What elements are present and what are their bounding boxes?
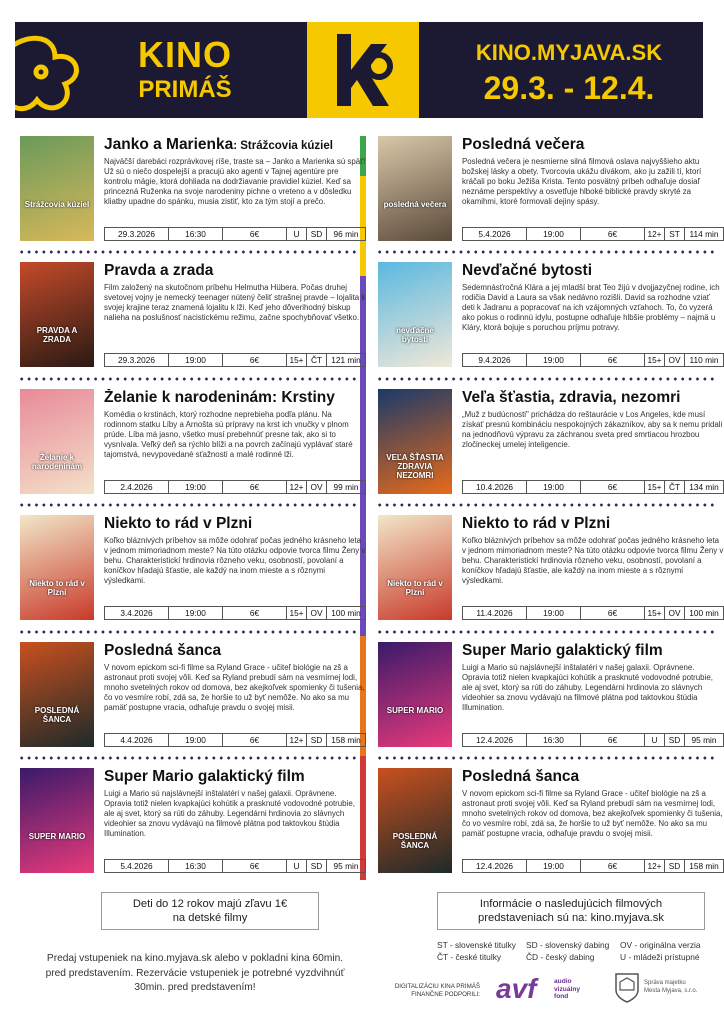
ticket-price: 6€ [223, 734, 287, 746]
movie-title [462, 642, 724, 661]
digitalization-support-text: DIGITALIZÁCIU KINA PRIMÁŠ FINANČNE PODPORILI: [394, 983, 480, 998]
age-rating: 15+ [287, 607, 307, 619]
movie-title-main: Nevďačné bytosti [462, 262, 593, 279]
movie-poster [378, 389, 452, 494]
legend-dubbing: SD - slovenský dabing ČD - český dabing [526, 940, 610, 962]
screening-info [462, 480, 724, 494]
screening-info [104, 353, 366, 367]
movie-title [104, 768, 366, 787]
movie-entry [20, 642, 365, 749]
movie-title-main: Niekto to rád v Plzni [104, 515, 253, 532]
movie-entry [378, 262, 723, 369]
age-rating: 15+ [645, 607, 665, 619]
movie-title [462, 768, 724, 787]
row-separator [376, 756, 716, 760]
row-separator [18, 377, 358, 381]
movie-title [104, 136, 366, 155]
language-version: ST [665, 228, 685, 240]
age-rating: U [287, 228, 307, 240]
screening-date: 3.4.2026 [105, 607, 169, 619]
language-version: OV [307, 481, 327, 493]
ticket-price: 6€ [223, 228, 287, 240]
movie-entry [20, 262, 365, 369]
screening-date: 10.4.2026 [463, 481, 527, 493]
language-version: SD [307, 734, 327, 746]
movie-length: 158 min [331, 735, 361, 745]
age-rating: 12+ [645, 860, 665, 872]
movie-entry [20, 515, 365, 622]
screening-date: 5.4.2026 [105, 860, 169, 872]
screening-time: 19:00 [169, 607, 223, 619]
movie-entry [378, 136, 723, 243]
info-website-box: Informácie o nasledujúcich filmových predstaveniach sú na: kino.myjava.sk [437, 892, 705, 930]
movie-description: Koľko bláznivých príbehov sa môže odohrať počas jedného krásneho leta v jednom mimoriadnom meste? Na túto otázku odpovie tvorca filmu Ženy v behu. Charakteristickí hrdinovia rôzneho veku, osobností, povolaní a koníčkov hľadajú šťastie, ale každý na inom mieste a s rôznymi výsledkami. [104, 536, 366, 585]
row-separator [376, 630, 716, 634]
screening-info [104, 733, 366, 747]
movie-poster [378, 515, 452, 620]
age-rating: 12+ [287, 734, 307, 746]
ticket-price: 6€ [581, 354, 645, 366]
movie-title-main: Super Mario galaktický film [462, 642, 663, 659]
screening-info [104, 227, 366, 241]
ticket-price: 6€ [223, 607, 287, 619]
screening-date: 9.4.2026 [463, 354, 527, 366]
age-rating: 15+ [287, 354, 307, 366]
language-version: OV [665, 607, 685, 619]
movie-title-sub: : Strážcovia kúziel [233, 140, 333, 152]
movie-entry [20, 768, 365, 875]
row-separator [376, 377, 716, 381]
age-rating: 15+ [645, 481, 665, 493]
row-separator [376, 250, 716, 254]
movie-poster [20, 136, 94, 241]
movie-poster [378, 642, 452, 747]
movie-entry [378, 768, 723, 875]
screening-time: 16:30 [169, 860, 223, 872]
legend-version: OV - originálna verzia U - mládeži prístupné [620, 940, 701, 962]
poster-title: VEĽA ŠŤASTIA ZDRAVIA NEZOMRI [386, 453, 444, 480]
ticket-price: 6€ [581, 481, 645, 493]
movie-title-main: Posledná šanca [104, 642, 222, 659]
language-version: SD [307, 860, 327, 872]
movie-description: Luigi a Mario sú najslávnejší inštalatéri v našej galaxii. Oprávnene. Opravia totiž nielen kvapkajúci kohútik a prasknuté vodovodné potrubie, ale aj svet, ktorý sa rúti do záhuby. Legendárni hrdinovia zo slávnych videohier sa znovu vydávajú na filmové plátna pod taktovkou štúdia Illumination. [462, 663, 713, 712]
movie-title-main: Janko a Marienka [104, 136, 234, 153]
movie-description: Film založený na skutočnom príbehu Helmutha Hübera. Počas druhej svetovej vojny je nemecký teenager nútený čeliť strašnej pravde – lojalita k svojej krajine teraz znamená lojalitu k lži. Keď jeho dôverihodný biskup nalieha na poslušnosť nacistickému režimu, začne spochybňovať všetko. [104, 283, 366, 322]
row-separator [18, 250, 358, 254]
screening-time: 16:30 [527, 734, 581, 746]
screening-info [462, 353, 724, 367]
movie-length: 99 min [333, 482, 359, 492]
movie-title [462, 515, 724, 534]
screening-time: 19:00 [527, 860, 581, 872]
movie-description: V novom epickom sci-fi filme sa Ryland Grace - učiteľ biológie na zš a astronaut proti svojej vôli. Keď sa Ryland prebudí sám na vesmírnej lodi, mnoho svetelných rokov od domova, bez akejkoľvek spomienky či tušenia, čo vo vesmíre robí, zdá sa, že horšie to už byť nemôže. No ako sa mu pamäť postupne vracia, odhaľuje pravdu o svojej misii. [104, 663, 365, 712]
poster-title: Niekto to rád v Plzni [387, 579, 443, 597]
myjava-crest-icon [614, 972, 640, 1004]
movie-poster [20, 515, 94, 620]
screening-info [462, 733, 724, 747]
screening-time: 19:00 [169, 354, 223, 366]
movie-entry [378, 642, 723, 749]
movie-length: 100 min [331, 608, 361, 618]
movie-length: 110 min [689, 355, 719, 365]
poster-title: posledná večera [383, 200, 447, 209]
screening-info [462, 606, 724, 620]
ticket-price: 6€ [223, 354, 287, 366]
movie-poster [378, 768, 452, 873]
avf-logo-icon [494, 970, 604, 1004]
movie-title [104, 642, 366, 661]
poster-title: Strážcovia kúziel [24, 200, 90, 209]
language-version: ČT [307, 354, 327, 366]
movie-description: „Muž z budúcnosti" prichádza do reštaurácie v Los Angeles, kde musí získať presnú kombináciu nespokojných zákazníkov, aby sa k nemu pridali na jednodňovú výpravu za záchranou sveta pred smrtiacou hrozbou zločineckej umelej inteligencie. [462, 410, 723, 449]
age-rating: 12+ [645, 228, 665, 240]
age-rating: U [645, 734, 665, 746]
movie-poster [378, 136, 452, 241]
movie-title [104, 262, 366, 281]
movie-entry [378, 515, 723, 622]
ticket-price: 6€ [581, 607, 645, 619]
k-logo-icon [307, 22, 419, 118]
header-website: KINO.MYJAVA.SK [475, 40, 663, 65]
ticket-price: 6€ [581, 734, 645, 746]
movie-title-main: Posledná večera [462, 136, 585, 153]
movie-length: 100 min [689, 608, 719, 618]
header-date-range: 29.3. - 12.4. [483, 70, 655, 106]
movie-poster [20, 768, 94, 873]
row-separator [18, 756, 358, 760]
screening-date: 4.4.2026 [105, 734, 169, 746]
screening-info [104, 859, 366, 873]
movie-description: Sedemnásťročná Klára a jej mladší brat Teo žijú v dvojjazyčnej rodine, ich rodičia David a Laura sa však nedávno rozišli. David sa rozhodne vziať deti k Jadranu a popracovať na ich vzájomných vzťahoch. To, čo vyzerá ako pokus o rodinnú idylu, postupne odhaľuje hlbšie problémy – najmä u Kláry, ktorá bojuje s poruchou príjmu potravy. [462, 283, 720, 332]
age-rating: 12+ [287, 481, 307, 493]
poster-title: Niekto to rád v Plzni [29, 579, 85, 597]
screening-time: 19:00 [527, 481, 581, 493]
movie-entry [378, 389, 723, 496]
screening-time: 19:00 [169, 734, 223, 746]
movie-title [462, 389, 724, 408]
ticket-price: 6€ [581, 228, 645, 240]
movie-title-main: Posledná šanca [462, 768, 580, 785]
header-primas-title: PRIMÁŠ [138, 76, 232, 103]
poster-title: POSLEDNÁ ŠANCA [34, 706, 80, 724]
movie-title [104, 515, 366, 534]
movie-length: 96 min [333, 229, 359, 239]
language-version: OV [307, 607, 327, 619]
screening-time: 16:30 [169, 228, 223, 240]
row-separator [18, 630, 358, 634]
age-rating: 15+ [645, 354, 665, 366]
screening-info [104, 480, 366, 494]
screening-info [104, 606, 366, 620]
movie-length: 114 min [689, 229, 719, 239]
language-version: SD [665, 860, 685, 872]
header-banner [15, 22, 703, 118]
screening-info [462, 227, 724, 241]
screening-date: 12.4.2026 [463, 734, 527, 746]
avf-logo-text: avf [496, 973, 537, 1004]
movie-title-main: Želanie k narodeninám: Krstiny [104, 389, 335, 406]
poster-title: SUPER MARIO [28, 832, 86, 841]
town-caption: Správa majetku Mesta Myjava, s.r.o. [644, 980, 698, 994]
movie-entry [20, 389, 365, 496]
screening-time: 19:00 [527, 228, 581, 240]
poster-title: SUPER MARIO [386, 706, 444, 715]
screening-date: 29.3.2026 [105, 228, 169, 240]
screening-date: 29.3.2026 [105, 354, 169, 366]
screening-info [462, 859, 724, 873]
screening-time: 19:00 [527, 354, 581, 366]
movie-length: 95 min [333, 861, 359, 871]
movie-length: 158 min [689, 861, 719, 871]
movie-title-main: Super Mario galaktický film [104, 768, 305, 785]
movie-entry [20, 136, 365, 243]
screening-time: 19:00 [527, 607, 581, 619]
ticket-price: 6€ [581, 860, 645, 872]
movie-poster [20, 389, 94, 494]
movie-length: 134 min [689, 482, 719, 492]
screening-date: 11.4.2026 [463, 607, 527, 619]
movie-length: 121 min [331, 355, 361, 365]
poster-title: PRAVDA A ZRADA [36, 326, 78, 344]
ticket-price: 6€ [223, 481, 287, 493]
screening-date: 5.4.2026 [463, 228, 527, 240]
ticket-sales-text: Predaj vstupeniek na kino.myjava.sk alebo v pokladni kina 60min. pred predstavením. Rezervácie vstupeniek je potrebné vyzdvihnúť 30min. pred predstavením! [45, 953, 345, 993]
language-version: SD [665, 734, 685, 746]
poster-title: Želanie k narodeninám [31, 453, 83, 471]
flower-logo-icon [15, 22, 85, 118]
ticket-price: 6€ [223, 860, 287, 872]
movie-title [462, 262, 724, 281]
language-version: SD [307, 228, 327, 240]
poster-title: nevďačné bytosti [396, 326, 434, 344]
movie-description: V novom epickom sci-fi filme sa Ryland Grace - učiteľ biológie na zš a astronaut proti svojej vôli. Keď sa Ryland prebudí sám na vesmírnej lodi, mnoho svetelných rokov od domova, bez akejkoľvek spomienky či tušenia, čo vo vesmíre robí, zdá sa, že horšie to už byť nemôže. No ako sa mu pamäť postupne vracia, odhaľuje pravdu o svojej misii. [462, 789, 723, 838]
movie-description: Luigi a Mario sú najslávnejší inštalatéri v našej galaxii. Oprávnene. Opravia totiž nielen kvapkajúci kohútik a prasknuté vodovodné potrubie, ale aj svet, ktorý sa rúti do záhuby. Legendárni hrdinovia zo slávnych videohier sa znovu vydávajú na filmové plátna pod taktovkou štúdia Illumination. [104, 789, 355, 838]
movie-title [462, 136, 724, 155]
age-rating: U [287, 860, 307, 872]
movie-title-main: Veľa šťastia, zdravia, nezomri [462, 389, 681, 406]
movie-description: Komédia o krstinách, ktorý rozhodne neprebieha podľa plánu. Na rodinnom statku Líby a Arnošta sú prípravy na krst ich vnučky v plnom prúde. Líba má jasno, všetko musí prebehnúť presne tak, ako si to vysnívala. Veľký deň sa rýchlo blíži a na povrch začínajú vyplávať staré tajomstvá, nevypovedané sťažnosti a malé rodinné lži. [104, 410, 353, 459]
language-version: OV [665, 354, 685, 366]
screening-time: 19:00 [169, 481, 223, 493]
movie-title [104, 389, 366, 408]
movie-poster [20, 262, 94, 367]
poster-title: POSLEDNÁ ŠANCA [392, 832, 438, 850]
movie-length: 95 min [691, 735, 717, 745]
movie-description: Posledná večera je nesmierne silná filmová oslava najvyššieho aktu božskej lásky a obety. Tvorcovia ukážu divákom, ako ju zažili tí, ktorí kráčali po boku Ježiša Krista. Tento posvätný príbeh odhaľuje dosiaľ neznáme perspektívy a osvetľuje hlboké biblické pravdy skryté za okamihmi, ktoré formovali dejiny spásy. [462, 157, 702, 206]
movie-title-main: Niekto to rád v Plzni [462, 515, 611, 532]
kids-discount-box: Deti do 12 rokov majú zľavu 1€ na detské filmy [101, 892, 319, 930]
header-kino-title: KINO [138, 34, 232, 75]
movie-poster [378, 262, 452, 367]
movie-title-main: Pravda a zrada [104, 262, 214, 279]
avf-caption: audio vizuálny fond [554, 978, 581, 1000]
row-separator [18, 503, 358, 507]
movie-poster [20, 642, 94, 747]
movie-description: Najväčší darebáci rozprávkovej ríše, traste sa – Janko a Marienka sú späť! Už sú o niečo dospelejší a pracujú ako agenti v Tajnej agentúre pre kontrolu mágie, ktorá dohliada na dodržiavanie pravidiel kúziel. Keď sa princezná Ruženka na svoje narodeniny pichne o vreteno a v dôsledku kliatby upadne do spánku, musia zistiť, kto za tým stojí a prečo. [104, 157, 366, 206]
screening-date: 12.4.2026 [463, 860, 527, 872]
screening-date: 2.4.2026 [105, 481, 169, 493]
legend-subtitles: ST - slovenské titulky ČT - české titulky [437, 940, 516, 962]
language-version: ČT [665, 481, 685, 493]
movie-description: Koľko bláznivých príbehov sa môže odohrať počas jedného krásneho leta v jednom mimoriadnom meste? Na túto otázku odpovie tvorca filmu Ženy v behu. Charakteristickí hrdinovia rôzneho veku, osobností, povolaní a koníčkov hľadajú šťastie, ale každý na inom mieste a s rôznymi výsledkami. [462, 536, 724, 585]
row-separator [376, 503, 716, 507]
kino-k-logo [307, 22, 419, 118]
